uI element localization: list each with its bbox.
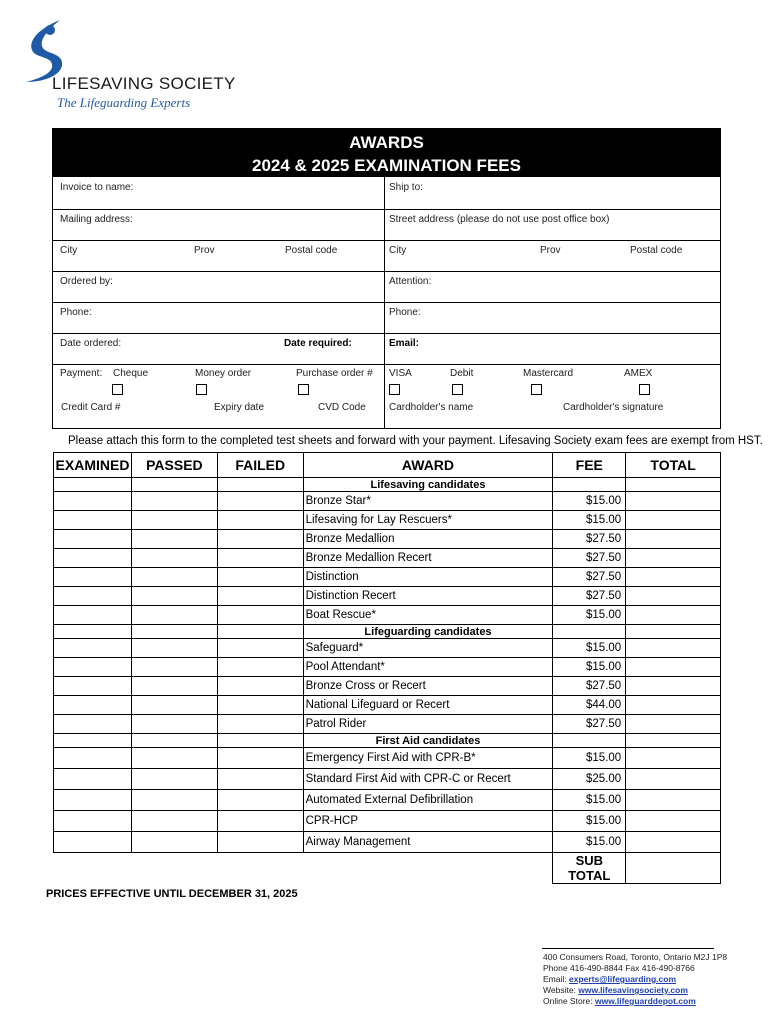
total-input[interactable] (626, 530, 721, 549)
street-address-field[interactable]: Street address (please do not use post office box) (389, 214, 610, 225)
failed-input[interactable] (217, 658, 303, 677)
subtotal-input[interactable] (626, 853, 721, 884)
fee-row (54, 549, 721, 568)
passed-input[interactable] (131, 587, 217, 606)
award-name: Standard First Aid with CPR-C or Recert (303, 769, 553, 790)
blank-cell (131, 478, 217, 492)
fee-row (54, 530, 721, 549)
ordered-by-field[interactable]: Ordered by: (60, 276, 113, 287)
award-fee: $15.00 (553, 639, 626, 658)
ship-city-field[interactable]: City (389, 245, 407, 256)
award-name: Lifesaving for Lay Rescuers* (303, 511, 553, 530)
fee-table-body (54, 478, 721, 884)
form-title (53, 129, 720, 177)
mailing-address-field[interactable]: Mailing address: (60, 214, 133, 225)
website-link[interactable]: www.lifesavingsociety.com (578, 985, 688, 995)
org-name: LIFESAVING SOCIETY (52, 74, 236, 93)
visa-checkbox[interactable] (389, 384, 400, 395)
examined-input[interactable] (54, 715, 132, 734)
examined-input[interactable] (54, 587, 132, 606)
examined-input[interactable] (54, 832, 132, 853)
passed-input[interactable] (131, 511, 217, 530)
award-fee: $44.00 (553, 696, 626, 715)
total-input[interactable] (626, 587, 721, 606)
failed-input[interactable] (217, 811, 303, 832)
total-input[interactable] (626, 748, 721, 769)
title-line2: 2024 & 2025 EXAMINATION FEES (252, 156, 521, 175)
col-passed: PASSED (131, 453, 217, 478)
passed-input[interactable] (131, 606, 217, 625)
blank-cell (54, 625, 132, 639)
col-total: TOTAL (626, 453, 721, 478)
award-fee: $25.00 (553, 769, 626, 790)
date-required-field[interactable]: Date required: (284, 338, 352, 349)
award-name: Bronze Cross or Recert (303, 677, 553, 696)
blank-cell (626, 478, 721, 492)
blank-cell (131, 625, 217, 639)
fee-row (54, 606, 721, 625)
blank-cell (553, 734, 626, 748)
failed-input[interactable] (217, 832, 303, 853)
col-failed: FAILED (217, 453, 303, 478)
examined-input[interactable] (54, 696, 132, 715)
ship-to-field[interactable]: Ship to: (389, 182, 423, 193)
award-fee: $27.50 (553, 568, 626, 587)
fee-row (54, 492, 721, 511)
email-field[interactable]: Email: (389, 338, 420, 349)
total-input[interactable] (626, 769, 721, 790)
store-label: Online Store: (543, 996, 593, 1006)
examined-input[interactable] (54, 511, 132, 530)
award-fee: $15.00 (553, 832, 626, 853)
blank-cell (131, 853, 217, 884)
section-label: First Aid candidates (303, 734, 553, 748)
store-line (543, 996, 727, 1007)
cheque-label: Cheque (113, 368, 149, 379)
invoice-to-field[interactable]: Invoice to name: (60, 182, 134, 193)
prov-field[interactable]: Prov (194, 245, 215, 256)
date-ordered-field[interactable]: Date ordered: (60, 338, 122, 349)
postal-code-field[interactable]: Postal code (285, 245, 338, 256)
blank-cell (626, 625, 721, 639)
failed-input[interactable] (217, 715, 303, 734)
address-divider (542, 948, 714, 949)
passed-input[interactable] (131, 492, 217, 511)
award-name: Bronze Medallion (303, 530, 553, 549)
prices-effective-note: PRICES EFFECTIVE UNTIL DECEMBER 31, 2025 (46, 888, 298, 900)
fee-row (54, 811, 721, 832)
blank-cell (553, 478, 626, 492)
payment-label: Payment: (60, 368, 103, 379)
debit-label: Debit (450, 368, 474, 379)
amex-checkbox[interactable] (639, 384, 650, 395)
passed-input[interactable] (131, 639, 217, 658)
passed-input[interactable] (131, 811, 217, 832)
total-input[interactable] (626, 639, 721, 658)
section-label: Lifeguarding candidates (303, 625, 553, 639)
total-input[interactable] (626, 715, 721, 734)
total-input[interactable] (626, 696, 721, 715)
examined-input[interactable] (54, 748, 132, 769)
section-header (54, 625, 721, 639)
award-fee: $15.00 (553, 658, 626, 677)
col-fee: FEE (553, 453, 626, 478)
award-fee: $15.00 (553, 492, 626, 511)
failed-input[interactable] (217, 748, 303, 769)
expiry-date-field[interactable]: Expiry date (214, 402, 265, 413)
examined-input[interactable] (54, 769, 132, 790)
failed-input[interactable] (217, 568, 303, 587)
failed-input[interactable] (217, 696, 303, 715)
blank-cell (54, 478, 132, 492)
contact-block (543, 952, 727, 1007)
examined-input[interactable] (54, 639, 132, 658)
total-input[interactable] (626, 677, 721, 696)
failed-input[interactable] (217, 606, 303, 625)
failed-input[interactable] (217, 492, 303, 511)
failed-input[interactable] (217, 790, 303, 811)
award-name: Safeguard* (303, 639, 553, 658)
total-input[interactable] (626, 549, 721, 568)
blank-cell (54, 734, 132, 748)
award-name: Airway Management (303, 832, 553, 853)
passed-input[interactable] (131, 658, 217, 677)
award-name: Boat Rescue* (303, 606, 553, 625)
examined-input[interactable] (54, 790, 132, 811)
passed-input[interactable] (131, 790, 217, 811)
passed-input[interactable] (131, 715, 217, 734)
award-fee: $27.50 (553, 587, 626, 606)
cheque-checkbox[interactable] (112, 384, 123, 395)
failed-input[interactable] (217, 677, 303, 696)
total-input[interactable] (626, 606, 721, 625)
col-award: AWARD (303, 453, 553, 478)
failed-input[interactable] (217, 587, 303, 606)
visa-label: VISA (389, 368, 412, 379)
mastercard-label: Mastercard (523, 368, 574, 379)
examined-input[interactable] (54, 811, 132, 832)
passed-input[interactable] (131, 769, 217, 790)
money-order-label: Money order (195, 368, 252, 379)
website-line (543, 985, 727, 996)
award-fee: $27.50 (553, 677, 626, 696)
total-input[interactable] (626, 568, 721, 587)
failed-input[interactable] (217, 511, 303, 530)
award-fee: $15.00 (553, 748, 626, 769)
fee-row (54, 696, 721, 715)
award-fee: $15.00 (553, 606, 626, 625)
blank-cell (217, 478, 303, 492)
fee-row (54, 715, 721, 734)
store-link[interactable]: www.lifeguarddepot.com (595, 996, 696, 1006)
debit-checkbox[interactable] (452, 384, 463, 395)
fee-row (54, 748, 721, 769)
email-label: Email: (543, 974, 567, 984)
fee-row (54, 658, 721, 677)
fee-row (54, 639, 721, 658)
amex-label: AMEX (624, 368, 653, 379)
examined-input[interactable] (54, 530, 132, 549)
city-field[interactable]: City (60, 245, 78, 256)
passed-input[interactable] (131, 677, 217, 696)
blank-cell (217, 625, 303, 639)
street-address: 400 Consumers Road, Toronto, Ontario M2J 1P8 (543, 952, 728, 962)
passed-input[interactable] (131, 832, 217, 853)
website-label: Website: (543, 985, 576, 995)
award-fee: $15.00 (553, 511, 626, 530)
award-fee: $27.50 (553, 549, 626, 568)
fee-row (54, 568, 721, 587)
attach-note: Please attach this form to the completed test sheets and forward with your payment. Lifesaving Society exam fees are exempt from HST. (68, 435, 763, 447)
blank-cell (217, 853, 303, 884)
award-fee: $27.50 (553, 530, 626, 549)
blank-cell (303, 853, 553, 884)
fee-table (53, 452, 721, 884)
total-input[interactable] (626, 832, 721, 853)
subtotal-row (54, 853, 721, 884)
award-name: Distinction (303, 568, 553, 587)
examined-input[interactable] (54, 549, 132, 568)
total-input[interactable] (626, 658, 721, 677)
examined-input[interactable] (54, 606, 132, 625)
section-header (54, 734, 721, 748)
examined-input[interactable] (54, 677, 132, 696)
passed-input[interactable] (131, 568, 217, 587)
total-input[interactable] (626, 790, 721, 811)
email-line (543, 974, 727, 985)
award-name: Pool Attendant* (303, 658, 553, 677)
phone-fax: Phone 416-490-8844 Fax 416-490-8766 (543, 963, 695, 973)
fee-row (54, 511, 721, 530)
ship-phone-field[interactable]: Phone: (389, 307, 421, 318)
cardholder-name-field[interactable]: Cardholder's name (389, 402, 474, 413)
section-label: Lifesaving candidates (303, 478, 553, 492)
passed-input[interactable] (131, 748, 217, 769)
examined-input[interactable] (54, 492, 132, 511)
passed-input[interactable] (131, 549, 217, 568)
mastercard-checkbox[interactable] (531, 384, 542, 395)
failed-input[interactable] (217, 530, 303, 549)
failed-input[interactable] (217, 639, 303, 658)
email-link[interactable]: experts@lifeguarding.com (569, 974, 677, 984)
fee-row (54, 790, 721, 811)
total-input[interactable] (626, 492, 721, 511)
col-examined: EXAMINED (54, 453, 132, 478)
blank-cell (54, 853, 132, 884)
title-line1: AWARDS (349, 133, 424, 152)
award-name: Bronze Star* (303, 492, 553, 511)
purchase-order-label: Purchase order # (296, 368, 373, 379)
fee-row (54, 832, 721, 853)
subtotal-label: SUB TOTAL (553, 853, 626, 884)
blank-cell (131, 734, 217, 748)
award-name: Bronze Medallion Recert (303, 549, 553, 568)
examined-input[interactable] (54, 568, 132, 587)
cardholder-signature-field[interactable]: Cardholder's signature (563, 402, 664, 413)
passed-input[interactable] (131, 530, 217, 549)
org-tagline: The Lifeguarding Experts (57, 95, 191, 110)
ship-postal-code-field[interactable]: Postal code (630, 245, 683, 256)
award-fee: $15.00 (553, 811, 626, 832)
attention-field[interactable]: Attention: (389, 276, 432, 287)
total-input[interactable] (626, 511, 721, 530)
award-name: Automated External Defibrillation (303, 790, 553, 811)
examined-input[interactable] (54, 658, 132, 677)
fee-row (54, 587, 721, 606)
award-name: Patrol Rider (303, 715, 553, 734)
blank-cell (626, 734, 721, 748)
failed-input[interactable] (217, 769, 303, 790)
award-fee: $27.50 (553, 715, 626, 734)
failed-input[interactable] (217, 549, 303, 568)
fee-row (54, 677, 721, 696)
purchase-order-checkbox[interactable] (298, 384, 309, 395)
money-order-checkbox[interactable] (196, 384, 207, 395)
credit-card-field[interactable]: Credit Card # (61, 402, 121, 413)
award-fee: $15.00 (553, 790, 626, 811)
passed-input[interactable] (131, 696, 217, 715)
blank-cell (553, 625, 626, 639)
award-name: National Lifeguard or Recert (303, 696, 553, 715)
phone-field[interactable]: Phone: (60, 307, 92, 318)
cvd-code-field[interactable]: CVD Code (318, 402, 366, 413)
award-name: Distinction Recert (303, 587, 553, 606)
award-name: Emergency First Aid with CPR-B* (303, 748, 553, 769)
ship-prov-field[interactable]: Prov (540, 245, 561, 256)
award-name: CPR-HCP (303, 811, 553, 832)
section-header (54, 478, 721, 492)
blank-cell (217, 734, 303, 748)
fee-row (54, 769, 721, 790)
total-input[interactable] (626, 811, 721, 832)
